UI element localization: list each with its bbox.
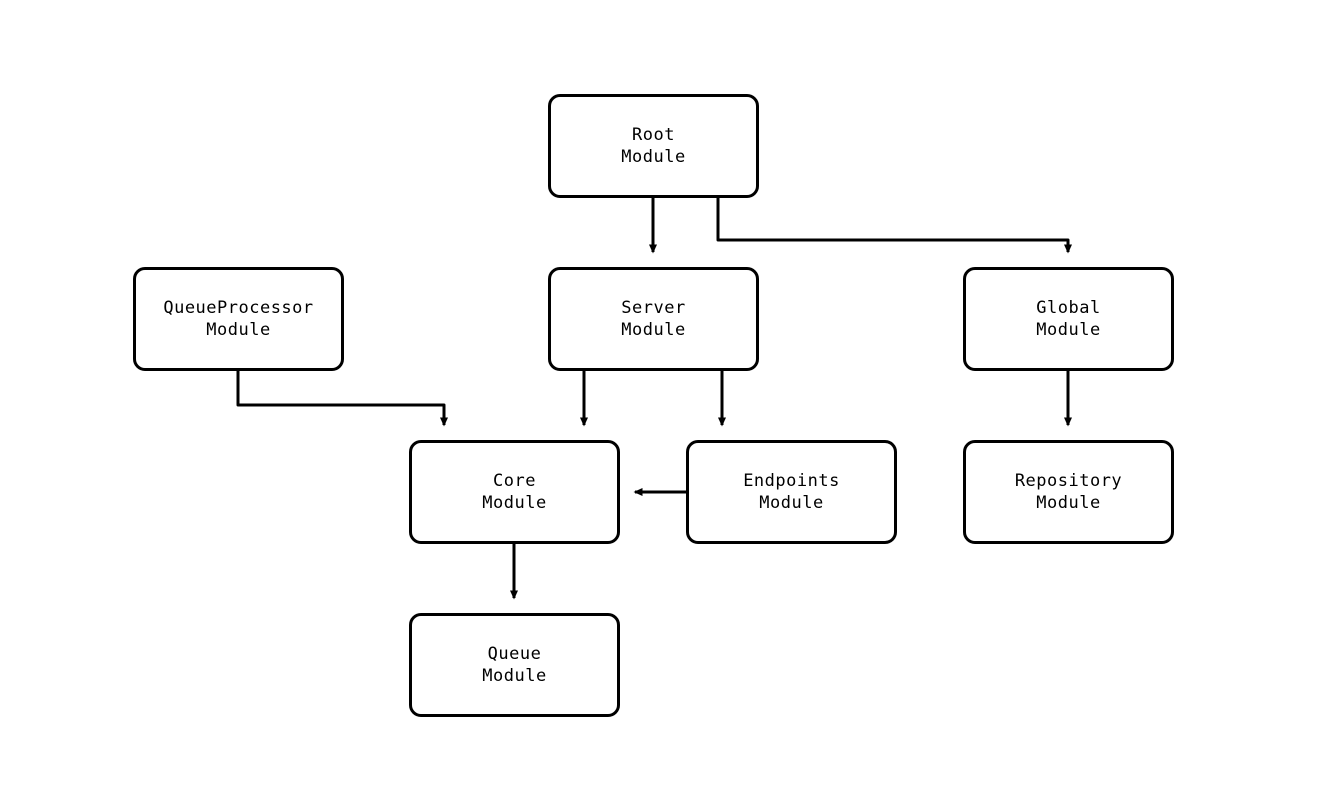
node-queue-module-line2: Module <box>482 666 547 686</box>
node-server-module-line2: Module <box>621 320 686 340</box>
node-endpoints-module-line2: Module <box>759 493 824 513</box>
node-queue-module-line1: Queue <box>487 644 542 664</box>
node-queueprocessor-module-line2: Module <box>206 320 271 340</box>
node-endpoints-module-line1: Endpoints <box>743 471 840 491</box>
edge-root-to-global <box>718 198 1068 252</box>
node-repository-module-line1: Repository <box>1014 471 1123 491</box>
edge-queueprocessor-to-core <box>238 371 444 425</box>
node-queueprocessor-module[interactable] <box>133 267 344 371</box>
node-root-module-line1: Root <box>632 125 675 145</box>
node-queueprocessor-module-line1: QueueProcessor <box>163 298 314 318</box>
node-repository-module-line2: Module <box>1036 493 1101 513</box>
node-core-module-line1: Core <box>493 471 536 491</box>
node-global-module-line1: Global <box>1036 298 1101 318</box>
node-server-module[interactable] <box>548 267 759 371</box>
node-core-module-line2: Module <box>482 493 547 513</box>
node-root-module[interactable] <box>548 94 759 198</box>
node-queue-module[interactable] <box>409 613 620 717</box>
node-core-module[interactable] <box>409 440 620 544</box>
node-repository-module[interactable] <box>963 440 1174 544</box>
node-server-module-line1: Server <box>621 298 686 318</box>
node-root-module-line2: Module <box>621 147 686 167</box>
node-global-module[interactable] <box>963 267 1174 371</box>
node-endpoints-module[interactable] <box>686 440 897 544</box>
node-global-module-line2: Module <box>1036 320 1101 340</box>
